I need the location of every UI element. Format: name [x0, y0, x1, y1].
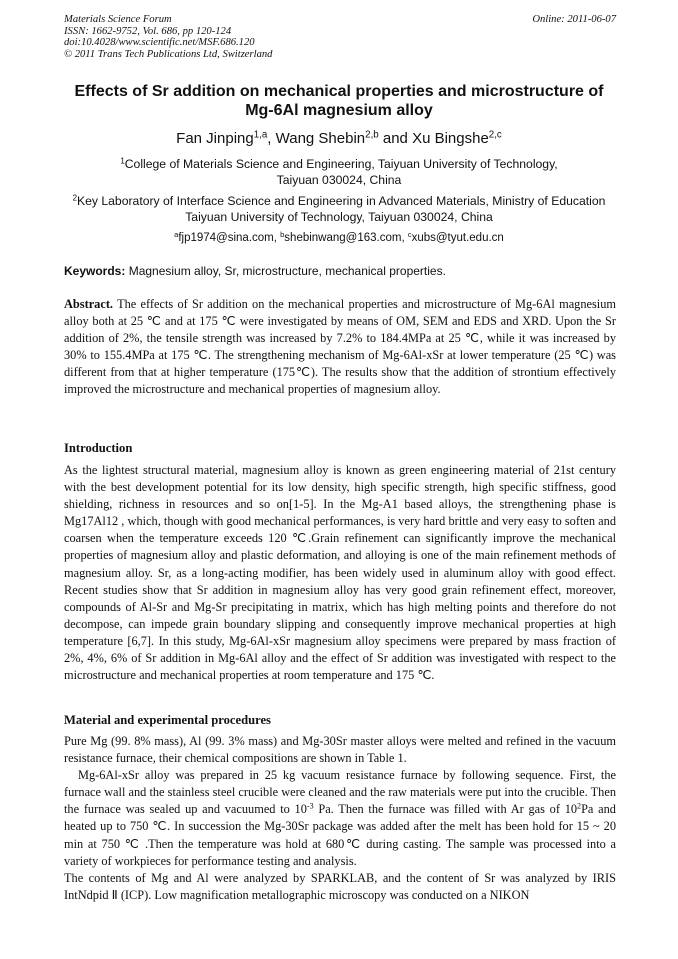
online-date: Online: 2011-06-07 — [532, 14, 616, 25]
author-1: Fan Jinping — [176, 130, 254, 147]
affiliation-2-line-2: Taiyuan University of Technology, Taiyuan 030024, China — [185, 210, 493, 224]
journal-name: Materials Science Forum — [64, 14, 172, 25]
methods-p2-sup-1: -3 — [306, 801, 314, 811]
copyright-line: © 2011 Trans Tech Publications Ltd, Switzerland — [64, 48, 273, 60]
methods-paragraph-1: Pure Mg (99. 8% mass), Al (99. 3% mass) and Mg-30Sr master alloys were melted and refined in the vacuum resistance furnace, their chemical compositions are shown in Table 1. — [64, 734, 616, 766]
methods-paragraph-3: The contents of Mg and Al were analyzed by SPARKLAB, and the content of Sr was analyzed by IRIS IntNdpid Ⅱ (ICP). Low magnification metallographic microscopy was conducted on a NIKON — [64, 870, 616, 902]
abstract — [64, 296, 616, 399]
methods-p2-part-a: Mg-6Al-xSr alloy was prepared in 25 kg vacuum resistance furnace by following sequence. First, the furnace wall and the stainless steel crucible were cleaned and the raw materials were put into the crucible. Then the furnace was sealed up and vacuumed to 10 — [64, 768, 616, 817]
introduction-paragraph: As the lightest structural material, magnesium alloy is known as green engineering material of 21st century with the best development potential for its low density, high specific strength, high specific stiffness, good shielding, richness in resources and so on[1-5]. In the Mg-A1 based alloys, the strengthening phase is Mg17Al12 , which, though with good mechanical performances, is very hard brittle and very easy to soften and coarsen when the temperature exceeds 120 ℃.Grain refinement can significantly improve the mechanical properties of magnesium alloy and plastic deformation, and alloying is one of the main refinement methods of magnesium alloy. Sr, as a long-acting modifier, has been widely used in aluminum alloy with good effect. Recent studies show that Sr addition in magnesium alloy has very good grain refinement effect, moreover, compounds of Al-Sr and Mg-Sr precipitating in matrix, which has high melting points and therefore do not decompose, can impede grain boundary slipping and consequently improve mechanical properties at high temperature [6,7]. In this study, Mg-6Al-xSr magnesium alloy specimens were prepared by mass fraction of 2%, 4%, 6% of Sr addition in Mg-6Al alloy and the effect of Sr addition was investigated with respect to the microstructure and mechanical properties at room temperature and 175 ℃. — [64, 463, 616, 683]
email-b-sup: b — [280, 229, 285, 239]
affiliation-2 — [40, 193, 638, 225]
methods-paragraph-2 — [64, 767, 616, 870]
keywords — [64, 264, 616, 279]
title-line-1: Effects of Sr addition on mechanical properties and microstructure of — [74, 83, 604, 100]
methods-section — [64, 733, 616, 904]
methods-p2-part-c: Pa and heated up to 750 ℃. In succession the Mg-30Sr package was added after the melt has been hold for 15 ~ 20 min at 750 ℃ .Then the temperature was hold at 680℃ during casting. The sample was processed into a variety of workpieces for performance testing and analysis. — [64, 802, 616, 868]
author-2-sup: 2,b — [365, 129, 379, 141]
affiliation-1-line-1: College of Materials Science and Engineering, Taiyuan University of Technology, — [124, 157, 558, 171]
email-c-sup: c — [407, 229, 412, 239]
affiliation-1 — [40, 156, 638, 188]
author-3: and Xu Bingshe — [378, 130, 489, 147]
issn-line: ISSN: 1662-9752, Vol. 686, pp 120-124 — [64, 25, 232, 37]
affiliation-2-line-1: Key Laboratory of Interface Science and Engineering in Advanced Materials, Ministry of Education — [76, 194, 606, 208]
email-a-sup: a — [174, 229, 179, 239]
affiliation-1-line-2: Taiyuan 030024, China — [276, 173, 402, 187]
author-2: , Wang Shebin — [267, 130, 366, 147]
email-b[interactable]: shebinwang@163.com, — [284, 232, 408, 244]
keywords-label: Keywords: — [64, 264, 126, 278]
abstract-label: Abstract. — [64, 297, 114, 311]
author-1-sup: 1,a — [253, 129, 268, 141]
author-list — [40, 130, 638, 148]
keywords-text: Magnesium alloy, Sr, microstructure, mechanical properties. — [125, 264, 446, 278]
email-a[interactable]: fjp1974@sina.com, — [178, 232, 281, 244]
introduction-section — [64, 462, 616, 684]
introduction-heading: Introduction — [64, 441, 133, 455]
methods-p2-part-b: Pa. Then the furnace was filled with Ar gas of 10 — [313, 802, 578, 817]
author-3-sup: 2,c — [488, 129, 502, 141]
doi-line: doi:10.4028/www.scientific.net/MSF.686.120 — [64, 37, 255, 49]
email-c[interactable]: xubs@tyut.edu.cn — [411, 232, 504, 244]
abstract-text: The effects of Sr addition on the mechanical properties and microstructure of Mg-6Al magnesium alloy both at 25 ℃ and at 175 ℃ were investigated by means of OM, SEM and EDS and XRD. Upon the Sr addition of 2%, the tensile strength was increased by 7.2% to 184.4MPa at 25 ℃, while it was increased by 30% to 155.4MPa at 175 ℃. The strengthening mechanism of Mg-6Al-xSr at lower temperature (25 ℃) was different from that at higher temperature (175℃). The results show that the addition of strontium effectively improved the microstructure and mechanical properties of magnesium alloy. — [64, 297, 616, 397]
journal-header — [64, 14, 272, 60]
methods-heading: Material and experimental procedures — [64, 713, 271, 727]
affiliation-2-sup: 2 — [72, 193, 77, 203]
title-line-2: Mg-6Al magnesium alloy — [245, 102, 433, 119]
author-emails — [40, 231, 638, 246]
paper-title — [40, 82, 638, 120]
affiliation-1-sup: 1 — [120, 156, 125, 166]
methods-p2-sup-2: 2 — [577, 801, 582, 811]
